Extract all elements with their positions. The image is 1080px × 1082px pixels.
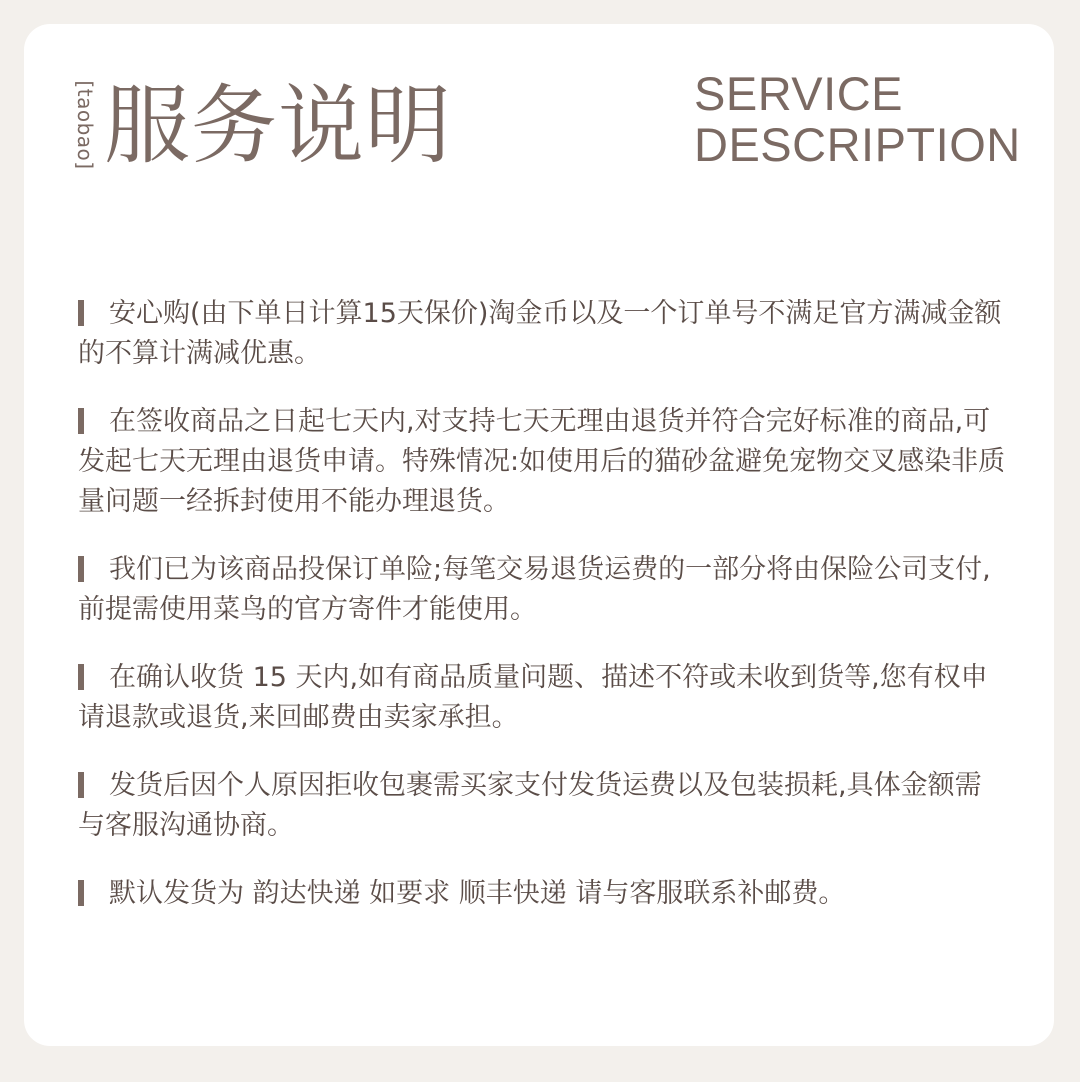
list-item-text: 默认发货为 韵达快递 如要求 顺丰快递 请与客服联系补邮费。	[109, 878, 846, 909]
list-item-text: 在签收商品之日起七天内,对支持七天无理由退货并符合完好标准的商品,可发起七天无理由退货申请。特殊情况:如使用后的猫砂盆避免宠物交叉感染非质量问题一经拆封使用不能办理退货。	[78, 406, 1006, 517]
list-item	[78, 766, 1008, 846]
list-item-text: 在确认收货 15 天内,如有商品质量问题、描述不符或未收到货等,您有权申请退款或退货,来回邮费由卖家承担。	[78, 662, 988, 733]
list-item	[78, 658, 1008, 738]
brand-tag-text: [taobao]	[73, 80, 97, 170]
brand-tag	[72, 80, 98, 170]
bullet-bar	[78, 772, 84, 798]
english-title-line-1: SERVICE	[694, 67, 903, 120]
list-item	[78, 294, 1008, 374]
list-item-text: 发货后因个人原因拒收包裹需买家支付发货运费以及包装损耗,具体金额需与客服沟通协商。	[78, 770, 982, 841]
list-item-text: 我们已为该商品投保订单险;每笔交易退货运费的一部分将由保险公司支付,前提需使用菜鸟的官方寄件才能使用。	[78, 554, 991, 625]
bullet-bar	[78, 664, 84, 690]
list-item	[78, 402, 1008, 522]
bullet-bar	[78, 408, 84, 434]
bullet-bar	[78, 880, 84, 906]
page-title: 服务说明	[104, 76, 452, 176]
bullet-bar	[78, 556, 84, 582]
english-title	[694, 68, 1021, 170]
list-item	[78, 874, 1008, 914]
bullet-bar	[78, 300, 84, 326]
english-title-line-2: DESCRIPTION	[694, 118, 1021, 171]
list-item-text: 安心购(由下单日计算15天保价)淘金币以及一个订单号不满足官方满减金额的不算计满减优惠。	[78, 298, 1002, 369]
list-item	[78, 550, 1008, 630]
service-items-list	[78, 294, 1008, 914]
